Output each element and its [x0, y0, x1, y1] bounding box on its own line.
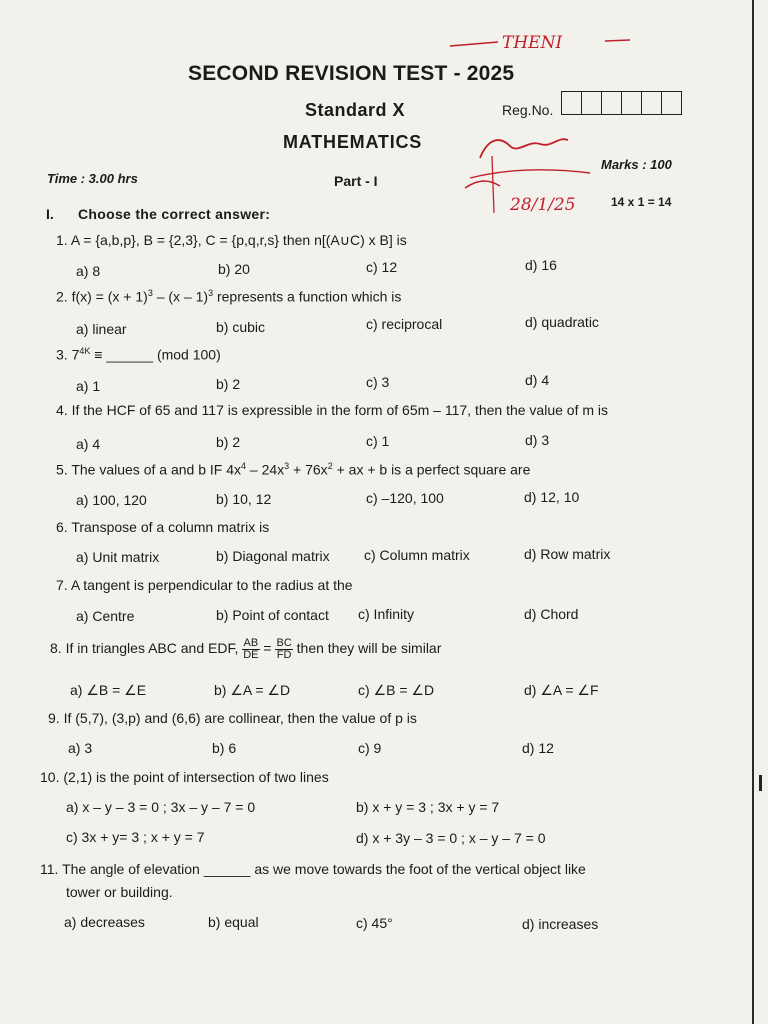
- option-b[interactable]: b) equal: [208, 914, 259, 930]
- option-c[interactable]: c) 45°: [356, 915, 393, 931]
- question-number: 3.: [56, 346, 68, 363]
- option-b[interactable]: b) ∠A = ∠D: [214, 682, 291, 698]
- question-text-part: ≡ ______ (mod 100): [90, 346, 221, 363]
- question-3: [56, 346, 221, 363]
- option-c[interactable]: c) reciprocal: [366, 316, 443, 332]
- regno-label: Reg.No.: [502, 102, 554, 118]
- question-11: [40, 861, 586, 877]
- option-b[interactable]: b) cubic: [216, 319, 266, 335]
- regno-box[interactable]: [622, 92, 642, 114]
- fraction-ab-de: [242, 638, 259, 661]
- question-number: 2.: [56, 288, 68, 305]
- subject-label: MATHEMATICS: [283, 132, 423, 152]
- question-5: [56, 461, 530, 478]
- exponent: 4: [240, 461, 246, 471]
- question-text-part: represents a function which is: [213, 288, 402, 305]
- question-text-part: The values of a and b IF 4x: [71, 461, 241, 478]
- option-d[interactable]: d) 3: [525, 432, 550, 448]
- exponent: 3: [284, 461, 290, 471]
- question-number: 8.: [50, 640, 62, 657]
- regno-box[interactable]: [582, 92, 602, 114]
- exponent: 3: [147, 288, 153, 298]
- option-b[interactable]: b) 2: [216, 434, 241, 450]
- question-number: 4.: [56, 402, 68, 418]
- question-8: [50, 638, 441, 661]
- option-c[interactable]: c) Infinity: [358, 606, 415, 622]
- option-a[interactable]: a) Centre: [76, 608, 135, 624]
- question-number: 1.: [56, 232, 68, 248]
- option-c[interactable]: c) –120, 100: [366, 490, 444, 506]
- question-7: [56, 577, 353, 593]
- question-text: If (5,7), (3,p) and (6,6) are collinear, then the value of p is: [63, 710, 417, 726]
- question-number: 6.: [56, 519, 68, 535]
- question-text: (2,1) is the point of intersection of two lines: [63, 769, 329, 785]
- exponent: 4K: [79, 346, 91, 356]
- option-c[interactable]: c) Column matrix: [364, 547, 470, 563]
- standard-label: Standard X: [305, 100, 406, 120]
- question-text: The angle of elevation ______ as we move towards the foot of the vertical object like: [62, 861, 586, 877]
- option-b[interactable]: b) 6: [212, 740, 237, 756]
- option-b[interactable]: b) 10, 12: [216, 491, 272, 507]
- option-c[interactable]: c) 9: [358, 740, 382, 756]
- question-text: A = {a,b,p}, B = {2,3}, C = {p,q,r,s} then n[(A∪C) x B] is: [70, 232, 407, 248]
- equals-sign: =: [259, 640, 276, 657]
- question-9: [48, 710, 417, 726]
- regno-box[interactable]: [602, 92, 622, 114]
- section-title: Choose the correct answer:: [78, 206, 271, 222]
- option-a[interactable]: a) 3: [68, 740, 93, 756]
- option-d[interactable]: d) 4: [525, 372, 550, 388]
- question-text-part: + ax + b is a perfect square are: [332, 461, 531, 478]
- part-label: Part - I: [334, 173, 378, 189]
- marks-calc: 14 x 1 = 14: [611, 195, 672, 209]
- fraction-numerator: AB: [243, 637, 259, 649]
- option-c[interactable]: c) 1: [366, 433, 390, 449]
- option-b[interactable]: b) Diagonal matrix: [216, 548, 330, 564]
- question-text-part: f(x) = (x + 1): [71, 288, 148, 305]
- question-text-part: – (x – 1): [152, 288, 209, 305]
- option-d[interactable]: d) Chord: [524, 606, 579, 622]
- question-4: [56, 402, 608, 418]
- regno-box[interactable]: [562, 92, 582, 114]
- option-d[interactable]: d) x + 3y – 3 = 0 ; x – y – 7 = 0: [356, 830, 546, 846]
- option-b[interactable]: b) 20: [218, 261, 250, 277]
- question-text-part: – 24x: [246, 461, 285, 478]
- question-text: Transpose of a column matrix is: [71, 519, 270, 535]
- option-a[interactable]: a) Unit matrix: [76, 549, 160, 565]
- handwritten-date: 28/1/25: [510, 195, 576, 215]
- fraction-numerator: BC: [276, 637, 292, 649]
- regno-box[interactable]: [662, 92, 681, 114]
- handwritten-annotation: [440, 28, 670, 218]
- option-c[interactable]: c) 12: [366, 259, 398, 275]
- option-a[interactable]: a) linear: [76, 321, 127, 337]
- option-d[interactable]: d) 16: [525, 257, 557, 273]
- option-c[interactable]: c) 3x + y= 3 ; x + y = 7: [66, 829, 205, 845]
- question-text-part: then they will be similar: [296, 640, 442, 657]
- option-a[interactable]: a) 8: [76, 263, 101, 279]
- exam-title: SECOND REVISION TEST - 2025: [188, 62, 515, 85]
- option-a[interactable]: a) 1: [76, 378, 101, 394]
- exponent: 3: [208, 288, 214, 298]
- question-text-part: If in triangles ABC and EDF,: [65, 640, 239, 657]
- page-edge-line: [752, 0, 754, 1024]
- fraction-bc-fd: [275, 638, 292, 661]
- option-a[interactable]: a) 100, 120: [76, 492, 147, 508]
- question-text-part: 7: [71, 346, 80, 363]
- option-a[interactable]: a) 4: [76, 436, 101, 452]
- option-c[interactable]: c) 3: [366, 374, 390, 390]
- question-text: A tangent is perpendicular to the radius at the: [70, 577, 353, 593]
- question-2: [56, 288, 401, 305]
- question-text: If the HCF of 65 and 117 is expressible in the form of 65m – 117, then the value of m is: [71, 402, 609, 418]
- option-b[interactable]: b) x + y = 3 ; 3x + y = 7: [356, 799, 500, 815]
- fraction-denominator: DE: [243, 649, 259, 661]
- option-d[interactable]: d) quadratic: [525, 314, 599, 330]
- option-b[interactable]: b) 2: [216, 376, 241, 392]
- option-d[interactable]: d) increases: [522, 916, 599, 932]
- handwritten-top-text: THENI: [502, 33, 563, 53]
- option-a[interactable]: a) x – y – 3 = 0 ; 3x – y – 7 = 0: [66, 799, 256, 815]
- question-number: 7.: [56, 577, 68, 593]
- option-d[interactable]: d) Row matrix: [524, 546, 611, 562]
- fraction-denominator: FD: [276, 649, 292, 661]
- option-d[interactable]: d) 12, 10: [524, 489, 580, 505]
- question-text-continued: tower or building.: [66, 884, 173, 900]
- section-number: I.: [46, 206, 54, 222]
- option-d[interactable]: d) ∠A = ∠F: [524, 682, 599, 698]
- time-label: Time : 3.00 hrs: [47, 171, 138, 186]
- question-number: 5.: [56, 461, 68, 478]
- regno-box[interactable]: [642, 92, 662, 114]
- page-edge-mark: [759, 775, 762, 791]
- option-c[interactable]: c) ∠B = ∠D: [358, 682, 435, 698]
- marks-label: Marks : 100: [601, 157, 672, 172]
- question-6: [56, 519, 269, 535]
- question-1: [56, 232, 407, 249]
- option-a[interactable]: a) decreases: [64, 914, 145, 930]
- option-d[interactable]: d) 12: [522, 740, 554, 756]
- question-number: 9.: [48, 710, 60, 726]
- regno-boxes[interactable]: [561, 91, 682, 115]
- question-number: 11.: [40, 861, 59, 877]
- option-b[interactable]: b) Point of contact: [216, 607, 329, 623]
- question-number: 10.: [40, 769, 60, 785]
- option-a[interactable]: a) ∠B = ∠E: [70, 682, 147, 698]
- exponent: 2: [327, 461, 333, 471]
- question-text-part: + 76x: [289, 461, 328, 478]
- question-10: [40, 769, 329, 785]
